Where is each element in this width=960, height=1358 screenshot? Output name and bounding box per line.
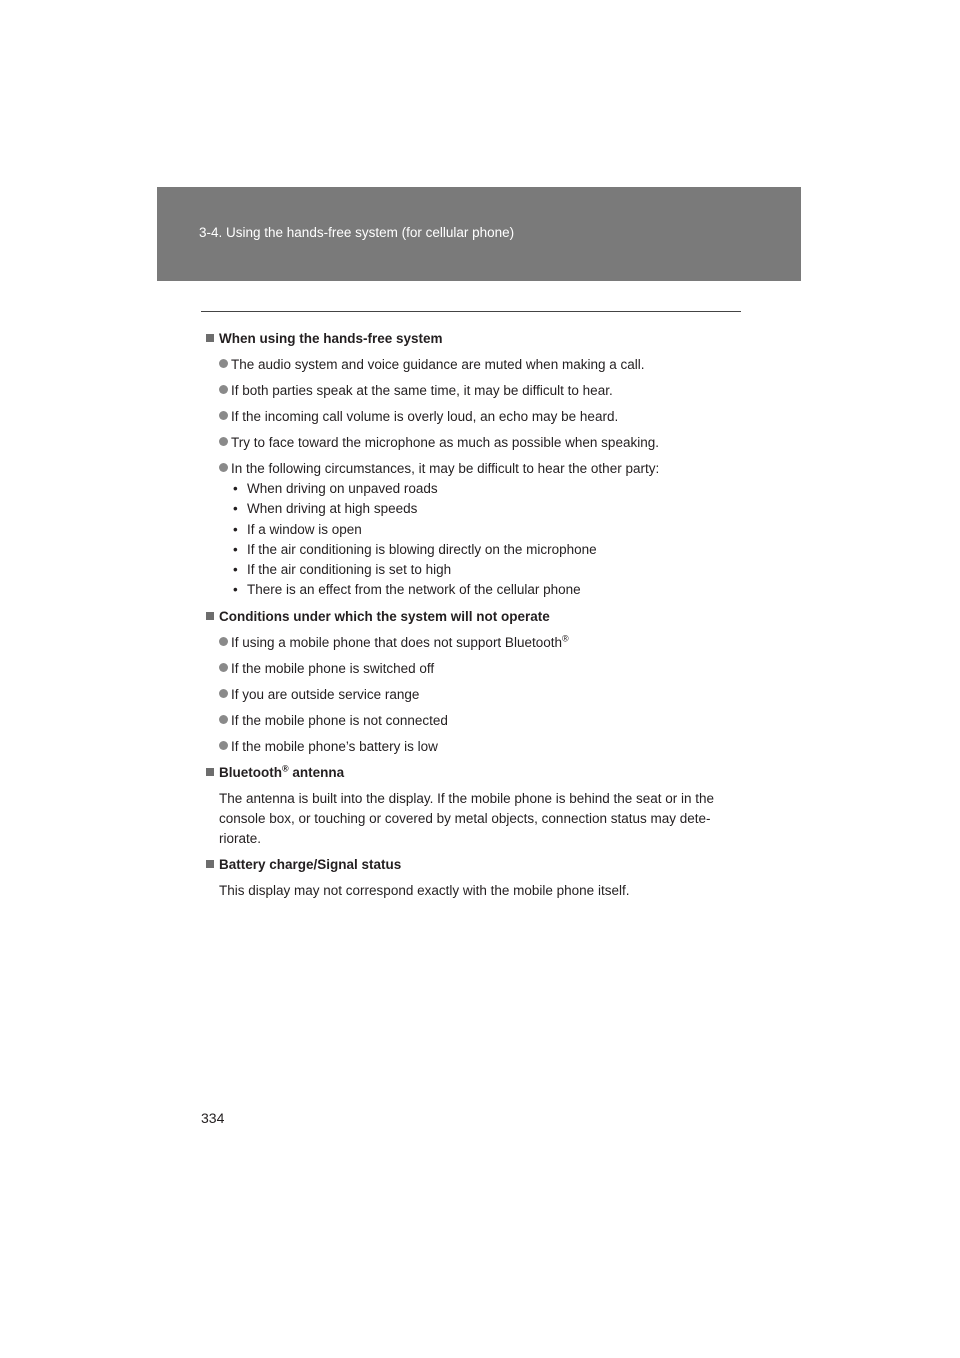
dot-icon: • bbox=[233, 582, 238, 598]
section-title: 3-4. Using the hands-free system (for cellular phone) bbox=[199, 225, 515, 240]
circle-bullet-icon bbox=[219, 715, 228, 724]
bullet-item: If using a mobile phone that does not support Bluetooth® bbox=[219, 633, 746, 653]
circle-bullet-icon bbox=[219, 437, 228, 446]
dot-icon: • bbox=[233, 541, 238, 557]
circle-bullet-icon bbox=[219, 411, 228, 420]
section-heading-hands-free: When using the hands-free system bbox=[206, 329, 746, 349]
dot-icon: • bbox=[233, 501, 238, 517]
dot-icon: • bbox=[233, 521, 238, 537]
header-band bbox=[157, 187, 801, 281]
content bbox=[206, 329, 746, 907]
section-heading-antenna: Bluetooth® antenna bbox=[206, 763, 746, 783]
bullet-item: If the mobile phone is switched off bbox=[219, 659, 746, 679]
sub-item: • If the air conditioning is blowing directly on the microphone bbox=[233, 540, 746, 560]
sub-item: • If the air conditioning is set to high bbox=[233, 560, 746, 580]
bullet-item: Try to face toward the microphone as much as possible when speaking. bbox=[219, 433, 746, 453]
registered-mark: ® bbox=[561, 633, 569, 644]
circle-bullet-icon bbox=[219, 689, 228, 698]
section-heading-conditions: Conditions under which the system will not operate bbox=[206, 607, 746, 627]
bullet-item: If the mobile phone is not connected bbox=[219, 711, 746, 731]
sub-item: • If a window is open bbox=[233, 520, 746, 540]
bullet-item: If both parties speak at the same time, it may be difficult to hear. bbox=[219, 381, 746, 401]
sub-list bbox=[233, 479, 746, 601]
sub-item: • There is an effect from the network of the cellular phone bbox=[233, 580, 746, 600]
paragraph-battery: This display may not correspond exactly with the mobile phone itself. bbox=[219, 882, 630, 898]
sub-item: • When driving at high speeds bbox=[233, 499, 746, 519]
bullet-item: In the following circumstances, it may be difficult to hear the other party: bbox=[219, 459, 746, 479]
square-bullet-icon bbox=[206, 334, 214, 342]
bullet-item: The audio system and voice guidance are muted when making a call. bbox=[219, 355, 746, 375]
circle-bullet-icon bbox=[219, 637, 228, 646]
page-number: 334 bbox=[201, 1110, 225, 1126]
circle-bullet-icon bbox=[219, 463, 228, 472]
sub-item: • When driving on unpaved roads bbox=[233, 479, 746, 499]
circle-bullet-icon bbox=[219, 385, 228, 394]
circle-bullet-icon bbox=[219, 663, 228, 672]
circle-bullet-icon bbox=[219, 359, 228, 368]
section-heading-battery: Battery charge/Signal status bbox=[206, 855, 746, 875]
dot-icon: • bbox=[233, 562, 238, 578]
bullet-item: If the incoming call volume is overly loud, an echo may be heard. bbox=[219, 407, 746, 427]
bullet-item: If the mobile phone’s battery is low bbox=[219, 737, 746, 757]
divider-rule bbox=[201, 311, 741, 312]
square-bullet-icon bbox=[206, 612, 214, 620]
dot-icon: • bbox=[233, 481, 238, 496]
paragraph-antenna: The antenna is built into the display. If the mobile phone is behind the seat or in the console box, or touching or covered by metal objects, connection status may dete-riorate. bbox=[219, 790, 715, 846]
square-bullet-icon bbox=[206, 768, 214, 776]
circle-bullet-icon bbox=[219, 741, 228, 750]
registered-mark: ® bbox=[282, 763, 289, 774]
square-bullet-icon bbox=[206, 860, 214, 868]
bullet-item: If you are outside service range bbox=[219, 685, 746, 705]
